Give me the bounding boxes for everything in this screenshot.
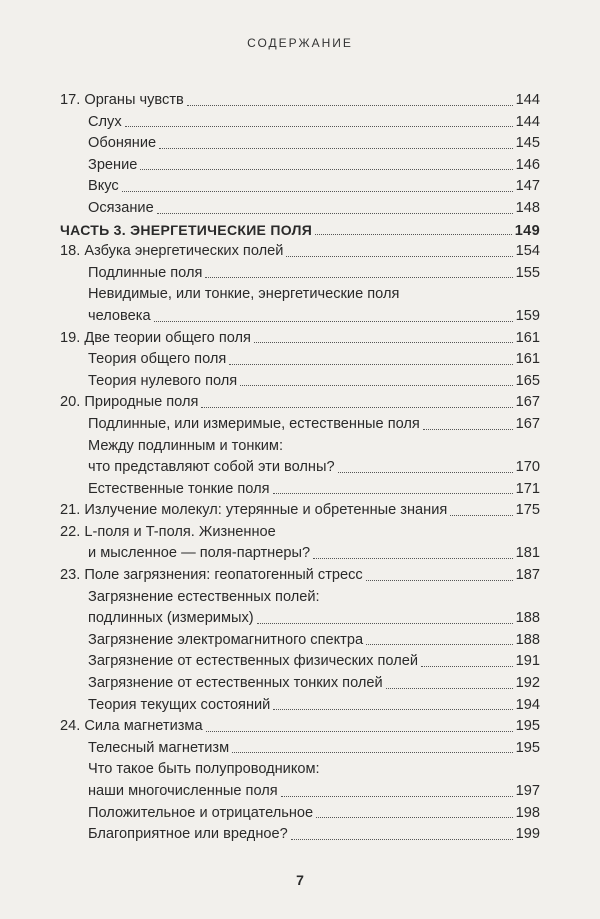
- dot-leader: [125, 126, 513, 127]
- dot-leader: [240, 385, 512, 386]
- toc-entry-title: Между подлинным и тонким:: [88, 437, 284, 454]
- toc-part-heading: [60, 220, 540, 242]
- dot-leader: [423, 429, 513, 430]
- toc-entry-title: Теория общего поля: [88, 351, 227, 368]
- toc-entry: [60, 155, 540, 177]
- toc-entry: [60, 241, 540, 263]
- dot-leader: [159, 148, 513, 149]
- toc-entry-title: 24. Сила магнетизма: [60, 718, 203, 735]
- dot-leader: [254, 342, 513, 343]
- dot-leader: [366, 580, 513, 581]
- toc-entry-page: 148: [515, 199, 540, 216]
- toc-entry-page: 199: [515, 826, 540, 843]
- toc-entry-title: 22. L-поля и T-поля. Жизненное: [60, 523, 276, 540]
- toc-entry-title: 18. Азбука энергетических полей: [60, 243, 284, 260]
- toc-entry-page: 198: [515, 804, 540, 821]
- toc-entry: [60, 457, 540, 479]
- dot-leader: [386, 688, 513, 689]
- dot-leader: [273, 709, 512, 710]
- toc-entry-title: 23. Поле загрязнения: геопатогенный стресс: [60, 567, 363, 584]
- dot-leader: [366, 644, 513, 645]
- dot-leader: [281, 796, 513, 797]
- toc-entry: [60, 392, 540, 414]
- toc-entry-title: человека: [88, 307, 151, 324]
- toc-entry: [60, 587, 540, 609]
- toc-entry: [60, 824, 540, 846]
- toc-entry: [60, 133, 540, 155]
- toc-entry: [60, 673, 540, 695]
- toc-entry-title: подлинных (измеримых): [88, 610, 254, 627]
- toc-entry-page: 197: [515, 783, 540, 799]
- running-header: СОДЕРЖАНИЕ: [247, 36, 353, 50]
- toc-entry-page: 165: [515, 372, 540, 389]
- toc-entry: [60, 630, 540, 652]
- toc-entry-title: Зрение: [88, 156, 138, 173]
- toc-entry-page: 170: [515, 459, 540, 476]
- toc-entry-page: 144: [515, 113, 540, 130]
- toc-entry: [60, 90, 540, 112]
- dot-leader: [205, 277, 512, 278]
- toc-entry-title: Обоняние: [88, 135, 157, 152]
- toc-entry-title: и мысленное — поля-партнеры?: [88, 545, 311, 562]
- page-number: 7: [296, 872, 304, 888]
- toc-entry-page: 171: [515, 480, 540, 497]
- toc-entry-title: Загрязнение от естественных тонких полей: [88, 675, 383, 692]
- dot-leader: [154, 321, 513, 322]
- toc-entry-title: 20. Природные поля: [60, 394, 199, 411]
- dot-leader: [316, 817, 513, 818]
- toc-entry-title: Подлинные поля: [88, 264, 203, 281]
- dot-leader: [421, 666, 513, 667]
- dot-leader: [273, 493, 513, 494]
- toc-entry-page: 167: [515, 415, 540, 432]
- toc-entry-title: Осязание: [88, 199, 154, 216]
- toc-entry-page: 195: [515, 718, 540, 735]
- toc-entry-page: 175: [515, 502, 540, 519]
- toc-entry: [60, 803, 540, 825]
- toc-entry-page: 188: [515, 610, 540, 627]
- toc-entry-page: 192: [515, 675, 540, 692]
- dot-leader: [140, 169, 512, 170]
- dot-leader: [450, 515, 512, 516]
- toc-entry-title: 17. Органы чувств: [60, 92, 184, 108]
- toc-entry: [60, 349, 540, 371]
- dot-leader: [157, 213, 513, 214]
- toc-entry-title: Естественные тонкие поля: [88, 480, 270, 497]
- dot-leader: [338, 472, 513, 473]
- toc-entry-page: 195: [515, 739, 540, 756]
- toc-entry: [60, 284, 540, 306]
- toc-entry-page: 144: [515, 92, 540, 108]
- toc-entry-page: 187: [515, 567, 540, 584]
- toc-entry-page: 191: [515, 653, 540, 670]
- toc-entry: [60, 328, 540, 350]
- toc-entry-title: 21. Излучение молекул: утерянные и обретенные знания: [60, 502, 448, 519]
- toc-entry-title: Теория текущих состояний: [88, 696, 271, 713]
- toc-entry-title: Загрязнение электромагнитного спектра: [88, 631, 364, 648]
- toc-entry: [60, 263, 540, 285]
- toc-entry: [60, 716, 540, 738]
- toc-entry: [60, 543, 540, 565]
- toc-entry: [60, 176, 540, 198]
- toc-entry: [60, 436, 540, 458]
- toc-entry: [60, 781, 540, 803]
- toc-entry: [60, 565, 540, 587]
- dot-leader: [313, 558, 513, 559]
- toc-entry-page: 161: [515, 351, 540, 368]
- toc-entry-title: Телесный магнетизм: [88, 739, 230, 756]
- toc-entry-title: Загрязнение естественных полей:: [88, 588, 320, 605]
- toc-entry: [60, 522, 540, 544]
- toc-entry: [60, 738, 540, 760]
- toc-entry-page: 188: [515, 631, 540, 648]
- dot-leader: [201, 407, 512, 408]
- toc-entry: [60, 112, 540, 134]
- toc-entry-page: 161: [515, 329, 540, 346]
- toc-entry-title: 19. Две теории общего поля: [60, 329, 251, 346]
- toc-entry-title: Что такое быть полупроводником:: [88, 761, 320, 778]
- toc-entry-page: 149: [514, 222, 540, 239]
- toc-entry-title: Слух: [88, 113, 122, 130]
- toc-entry-title: ЧАСТЬ 3. ЭНЕРГЕТИЧЕСКИЕ ПОЛЯ: [60, 221, 313, 238]
- dot-leader: [232, 752, 513, 753]
- dot-leader: [229, 364, 512, 365]
- toc-entry-title: Положительное и отрицательное: [88, 804, 314, 821]
- toc-entry: [60, 198, 540, 220]
- toc-entry-title: Благоприятное или вредное?: [88, 826, 288, 843]
- dot-leader: [206, 731, 513, 732]
- dot-leader: [257, 623, 513, 624]
- toc-entry-page: 145: [515, 135, 540, 152]
- toc-entry-page: 147: [515, 178, 540, 195]
- dot-leader: [286, 256, 512, 257]
- toc-entry: [60, 371, 540, 393]
- toc-entry-page: 167: [515, 394, 540, 411]
- toc-entry-title: Вкус: [88, 178, 119, 195]
- toc-entry-title: Загрязнение от естественных физических полей: [88, 653, 418, 670]
- toc-entry-title: Подлинные, или измеримые, естественные поля: [88, 415, 420, 432]
- toc-entry-title: что представляют собой эти волны?: [88, 459, 335, 476]
- toc-entry-page: 194: [515, 696, 540, 713]
- toc-entry: [60, 695, 540, 717]
- toc-entry-page: 146: [515, 156, 540, 173]
- toc-entry-title: Невидимые, или тонкие, энергетические поля: [88, 286, 400, 303]
- dot-leader: [315, 234, 512, 235]
- toc-entry-page: 181: [515, 545, 540, 562]
- dot-leader: [291, 839, 513, 840]
- toc-entry: [60, 608, 540, 630]
- toc-entry-title: Теория нулевого поля: [88, 372, 238, 389]
- dot-leader: [187, 105, 513, 106]
- table-of-contents: [60, 90, 540, 846]
- toc-entry: [60, 479, 540, 501]
- toc-entry-page: 155: [515, 264, 540, 281]
- toc-entry: [60, 306, 540, 328]
- toc-entry: [60, 759, 540, 781]
- dot-leader: [122, 191, 513, 192]
- toc-entry-page: 159: [515, 307, 540, 324]
- toc-entry-title: наши многочисленные поля: [88, 783, 278, 799]
- toc-entry: [60, 651, 540, 673]
- toc-entry: [60, 500, 540, 522]
- toc-entry: [60, 414, 540, 436]
- toc-entry-page: 154: [515, 243, 540, 260]
